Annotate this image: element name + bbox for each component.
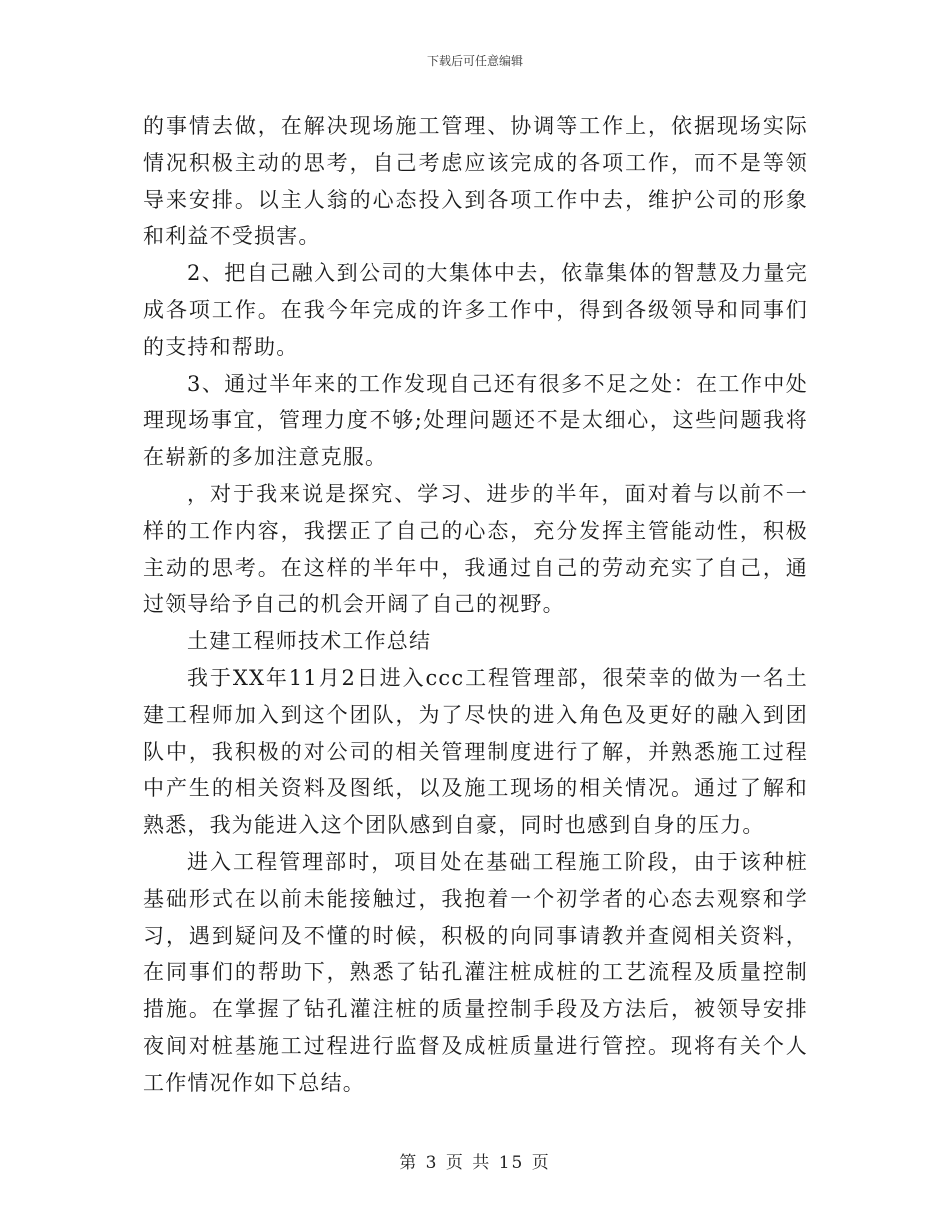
document-body <box>143 108 808 1102</box>
paragraph-4: ，对于我来说是探究、学习、进步的半年，面对着与以前不一样的工作内容，我摆正了自己的心态，充分发挥主管能动性，积极主动的思考。在这样的半年中，我通过自己的劳动充实了自己，通过领导给予自己的机会开阔了自己的视野。 <box>143 481 808 617</box>
paragraph-3: 3、通过半年来的工作发现自己还有很多不足之处：在工作中处理现场事宜，管理力度不够;处理问题还不是太细心，这些问题我将在崭新的多加注意克服。 <box>143 371 808 470</box>
section-title: 土建工程师技术工作总结 <box>187 629 432 654</box>
page-number: 第 3 页 共 15 页 <box>399 1153 551 1173</box>
page-header: 下载后可任意编辑 <box>426 54 523 68</box>
paragraph-6: 进入工程管理部时，项目处在基础工程施工阶段，由于该种桩基础形式在以前未能接触过，我抱着一个初学者的心态去观察和学习，遇到疑问及不懂的时候，积极的向同事请教并查阅相关资料，在同事们的帮助下，熟悉了钻孔灌注桩成桩的工艺流程及质量控制措施。在掌握了钻孔灌注桩的质量控制手段及方法后，被领导安排夜间对桩基施工过程进行监督及成桩质量进行管控。现将有关个人工作情况作如下总结。 <box>143 849 808 1095</box>
paragraph-2: 2、把自己融入到公司的大集体中去，依靠集体的智慧及力量完成各项工作。在我今年完成的许多工作中，得到各级领导和同事们的支持和帮助。 <box>143 261 808 359</box>
paragraph-1: 的事情去做，在解决现场施工管理、协调等工作上，依据现场实际情况积极主动的思考，自己考虑应该完成的各项工作，而不是等领导来安排。以主人翁的心态投入到各项工作中去，维护公司的形象和利益不受损害。 <box>143 114 808 249</box>
paragraph-5: 我于XX年11月2日进入ccc工程管理部，很荣幸的做为一名土建工程师加入到这个团队，为了尽快的进入角色及更好的融入到团队中，我积极的对公司的相关管理制度进行了解，并熟悉施工过程中产生的相关资料及图纸，以及施工现场的相关情况。通过了解和熟悉，我为能进入这个团队感到自豪，同时也感到自身的压力。 <box>143 665 808 838</box>
